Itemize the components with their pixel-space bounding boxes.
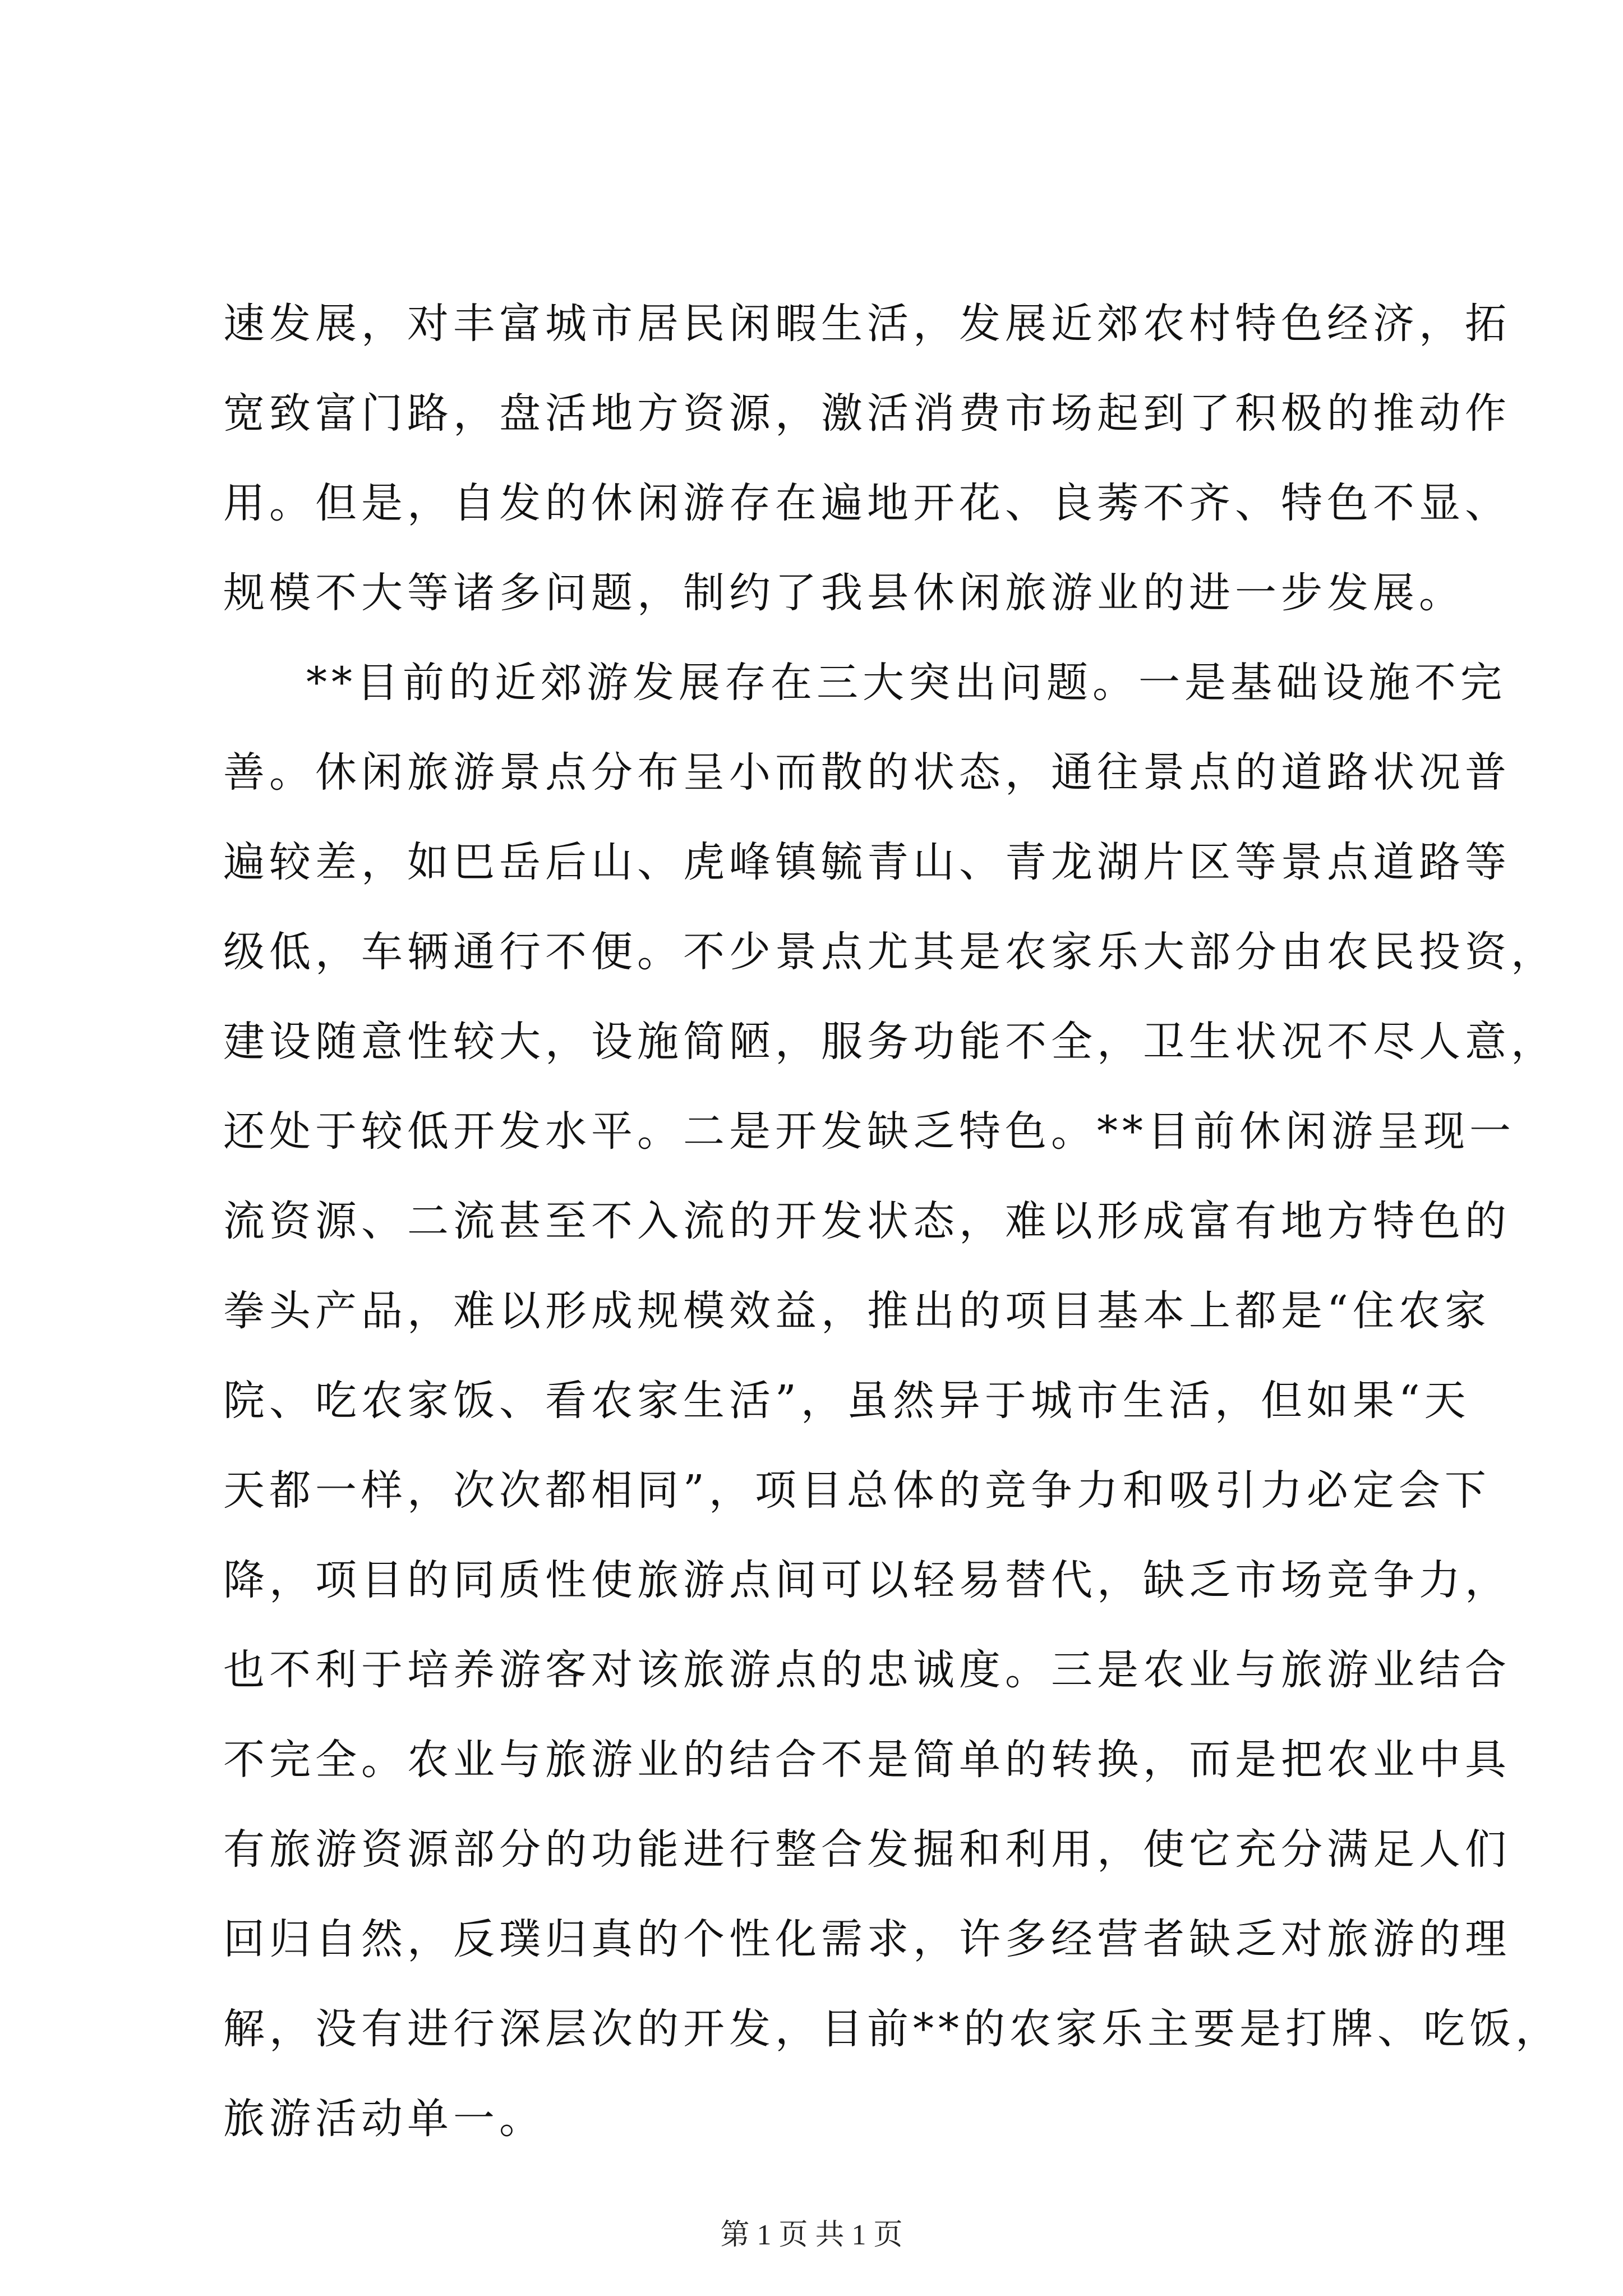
paragraph-2-line: 还处于较低开发水平。二是开发缺乏特色。**目前休闲游呈现一 [223, 1107, 1515, 1156]
paragraph-2-line: 善。休闲旅游景点分布呈小而散的状态，通往景点的道路状况普 [223, 748, 1511, 797]
paragraph-2-line: 院、吃农家饭、看农家生活”，虽然异于城市生活，但如果“天 [223, 1377, 1470, 1425]
paragraph-1-line: 速发展，对丰富城市居民闲暇生活，发展近郊农村特色经济，拓 [223, 300, 1511, 348]
paragraph-2-line: 建设随意性较大，设施简陋，服务功能不全，卫生状况不尽人意， [223, 1018, 1557, 1066]
paragraph-2-line: 解，没有进行深层次的开发，目前**的农家乐主要是打牌、吃饭， [223, 2005, 1561, 2053]
paragraph-1-line: 用。但是，自发的休闲游存在遍地开花、良莠不齐、特色不显、 [223, 479, 1511, 527]
paragraph-2-line: 遍较差，如巴岳后山、虎峰镇毓青山、青龙湖片区等景点道路等 [223, 838, 1511, 886]
paragraph-2-line: 拳头产品，难以形成规模效益，推出的项目基本上都是“住农家 [223, 1287, 1491, 1335]
paragraph-2-line: 旅游活动单一。 [223, 2095, 545, 2143]
paragraph-2-line: 也不利于培养游客对该旅游点的忠诚度。三是农业与旅游业结合 [223, 1646, 1511, 1694]
paragraph-2-line: 有旅游资源部分的功能进行整合发掘和利用，使它充分满足人们 [223, 1825, 1511, 1874]
paragraph-2-line: 不完全。农业与旅游业的结合不是简单的转换，而是把农业中具 [223, 1736, 1511, 1784]
paragraph-2-line: 回归自然，反璞归真的个性化需求，许多经营者缺乏对旅游的理 [223, 1915, 1511, 1963]
paragraph-2-line: 流资源、二流甚至不入流的开发状态，难以形成富有地方特色的 [223, 1197, 1511, 1245]
paragraph-1-line: 规模不大等诸多问题，制约了我县休闲旅游业的进一步发展。 [223, 569, 1465, 617]
paragraph-2-line: 降，项目的同质性使旅游点间可以轻易替代，缺乏市场竞争力， [223, 1556, 1511, 1604]
paragraph-2-line: 天都一样，次次都相同”，项目总体的竞争力和吸引力必定会下 [223, 1466, 1491, 1515]
page-footer: 第 1 页 共 1 页 [720, 2219, 903, 2251]
paragraph-1-line: 宽致富门路，盘活地方资源，激活消费市场起到了积极的推动作 [223, 389, 1511, 438]
paragraph-2-first-line: **目前的近郊游发展存在三大突出问题。一是基础设施不完 [306, 659, 1506, 707]
paragraph-2-line: 级低，车辆通行不便。不少景点尤其是农家乐大部分由农民投资， [223, 928, 1557, 976]
